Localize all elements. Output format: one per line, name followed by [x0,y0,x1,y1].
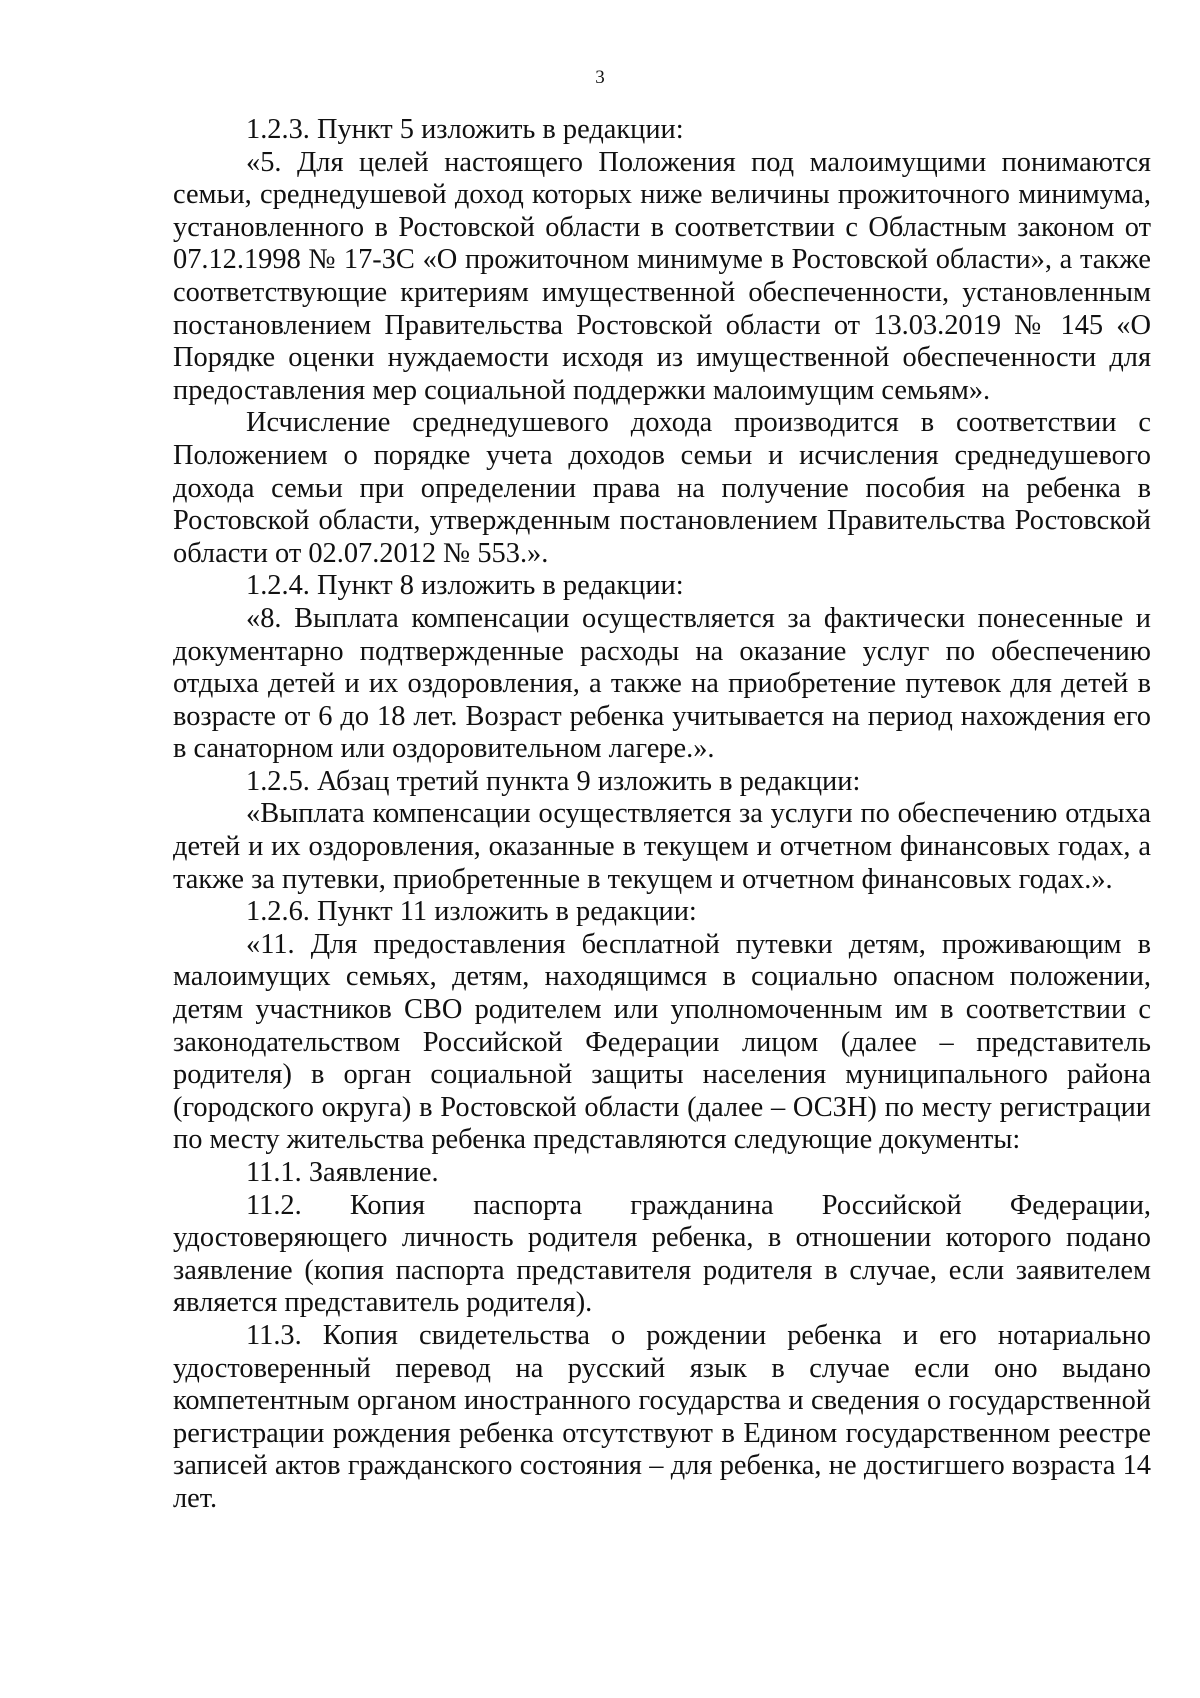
paragraph-1-2-6-heading: 1.2.6. Пункт 11 изложить в редакции: [246,896,697,928]
paragraph-item-11-text: «11. Для предоставления бесплатной путевки детям, проживающим в малоимущих семьях, детям, находящимся в социально опасном положении, детям участников СВО родителем или уполномоченным им в соответствии с законодательством Российской Федерации лицом (далее – представитель родителя) в орган социальной защиты населения муниципального района (городского округа) в Ростовской области (далее – ОСЗН) по месту регистрации по месту жительства ребенка представляются следующие документы: [173,928,1151,1156]
paragraph-item-11-1: 11.1. Заявление. [246,1157,439,1188]
paragraph-average-income-calculation: Исчисление среднедушевого дохода производится в соответствии с Положением о порядке учета доходов семьи и исчисления среднедушевого дохода семьи при определении права на получение пособия на ребенка в Ростовской области, утвержденным постановлением Правительства Ростовской области от 02.07.2012 № 553.». [173,407,1151,569]
paragraph-item-11-2: 11.2. Копия паспорта гражданина Российской Федерации, удостоверяющего личность родителя ребенка, в отношении которого подано заявление (копия паспорта представителя родителя в случае, если заявителем является представитель родителя). [173,1189,1151,1319]
page-number: 3 [595,67,605,88]
paragraph-item-9-text: «Выплата компенсации осуществляется за услуги по обеспечению отдыха детей и их оздоровления, оказанные в текущем и отчетном финансовых годах, а также за путевки, приобретенные в текущем и отчетном финансовых годах.». [173,798,1151,895]
paragraph-item-5-text: «5. Для целей настоящего Положения под малоимущими понимаются семьи, среднедушевой доход которых ниже величины прожиточного минимума, установленного в Ростовской области в соответствии с Областным законом от 07.12.1998 № 17-ЗС «О прожиточном минимуме в Ростовской области», а также соответствующие критериям имущественной обеспеченности, установленным постановлением Правительства Ростовской области от 13.03.2019 № 145 «О Порядке оценки нуждаемости исходя из имущественной обеспеченности для предоставления мер социальной поддержки малоимущим семьям». [173,146,1151,406]
document-body [173,114,1151,1516]
paragraph-1-2-4-heading: 1.2.4. Пункт 8 изложить в редакции: [246,570,684,602]
paragraph-1-2-3-heading: 1.2.3. Пункт 5 изложить в редакции: [246,114,684,145]
paragraph-item-11-3: 11.3. Копия свидетельства о рождении ребенка и его нотариально удостоверенный перевод на русский язык в случае если оно выдано компетентным органом иностранного государства и сведения о государственной регистрации рождения ребенка отсутствуют в Едином государственном реестре записей актов гражданского состояния – для ребенка, не достигшего возраста 14 лет. [173,1319,1151,1514]
paragraph-item-8-text: «8. Выплата компенсации осуществляется за фактически понесенные и документарно подтвержденные расходы на оказание услуг по обеспечению отдыха детей и их оздоровления, а также на приобретение путевок для детей в возрасте от 6 до 18 лет. Возраст ребенка учитывается на период нахождения его в санаторном или оздоровительном лагере.». [173,602,1151,765]
paragraph-1-2-5-heading: 1.2.5. Абзац третий пункта 9 изложить в редакции: [246,765,861,797]
